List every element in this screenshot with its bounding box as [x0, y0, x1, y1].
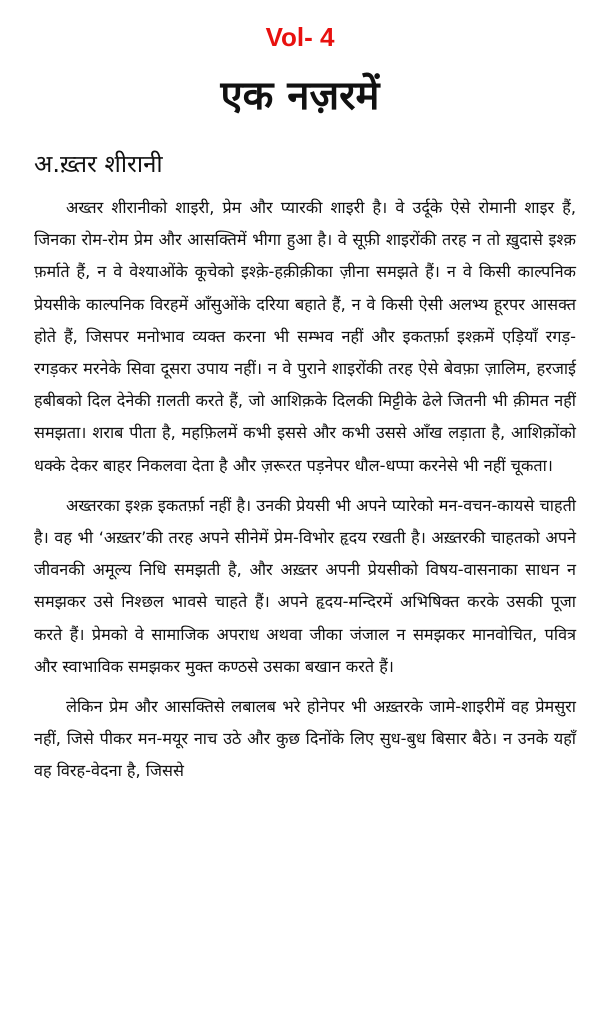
body-text	[34, 192, 576, 796]
paragraph-1: अख्तर शीरानीको शाइरी, प्रेम और प्यारकी शाइरी है। वे उर्दूके ऐसे रोमानी शाइर हैं, जिनका रोम-रोम प्रेम और आसक्तिमें भीगा हुआ है। वे सूफ़ी शाइरोंकी तरह न तो ख़ुदासे इश्क़ फ़र्माते हैं, न वे वेश्याओंके कूचेको इश्क़े-हक़ीक़ीका ज़ीना समझते हैं। न वे किसी काल्पनिक प्रेयसीके काल्पनिक विरहमें आँसुओंके दरिया बहाते हैं, न वे किसी ऐसी अलभ्य हूरपर आसक्त होते हैं, जिसपर मनोभाव व्यक्त करना भी सम्भव नहीं और इकतर्फ़ा इश्क़में एड़ियाँ रगड़-रगड़कर मरनेके सिवा दूसरा उपाय नहीं। न वे पुराने शाइरोंकी तरह ऐसे बेवफ़ा ज़ालिम, हरजाई हबीबको दिल देनेकी ग़लती करते हैं, जो आशिक़के दिलकी मिट्टीके ढेले जितनी भी क़ीमत नहीं समझता। शराब पीता है, महफ़िलमें कभी इससे और कभी उससे आँख लड़ाता है, आशिक़ोंको धक्के देकर बाहर निकलवा देता है और ज़रूरत पड़नेपर धौल-धप्पा करनेसे भी नहीं चूकता।	[34, 198, 576, 475]
paragraph-2: अख्तरका इश्क़ इकतर्फ़ा नहीं है। उनकी प्रेयसी भी अपने प्यारेको मन-वचन-कायसे चाहती है। वह भी ‘अख़्तर’की तरह अपने सीनेमें प्रेम-विभोर हृदय रखती है। अख़्तरकी चाहतको अपने जीवनकी अमूल्य निधि समझती है, और अख़्तर अपनी प्रेयसीको विषय-वासनाका साधन न समझकर उसे निश्छल भावसे चाहते हैं। अपने हृदय-मन्दिरमें अभिषिक्त करके उसकी पूजा करते हैं। प्रेमको वे सामाजिक अपराध अथवा जीका जंजाल न समझकर मानवोचित, पवित्र और स्वाभाविक समझकर मुक्त कण्ठसे उसका बखान करते हैं।	[34, 495, 576, 676]
paragraph-3: लेकिन प्रेम और आसक्तिसे लबालब भरे होनेपर भी अख़्तरके जामे-शाइरीमें वह प्रेमसुरा नहीं, जिसे पीकर मन-मयूर नाच उठे और कुछ दिनोंके लिए सुध-बुध बिसार बैठे। न उनके यहाँ वह विरह-वेदना है, जिससे	[34, 697, 576, 781]
volume-label: Vol- 4	[265, 22, 335, 52]
section-heading-poet-name: अ.ख़्तर शीरानी	[34, 150, 163, 178]
book-title: एक नज़रमें	[220, 73, 380, 119]
